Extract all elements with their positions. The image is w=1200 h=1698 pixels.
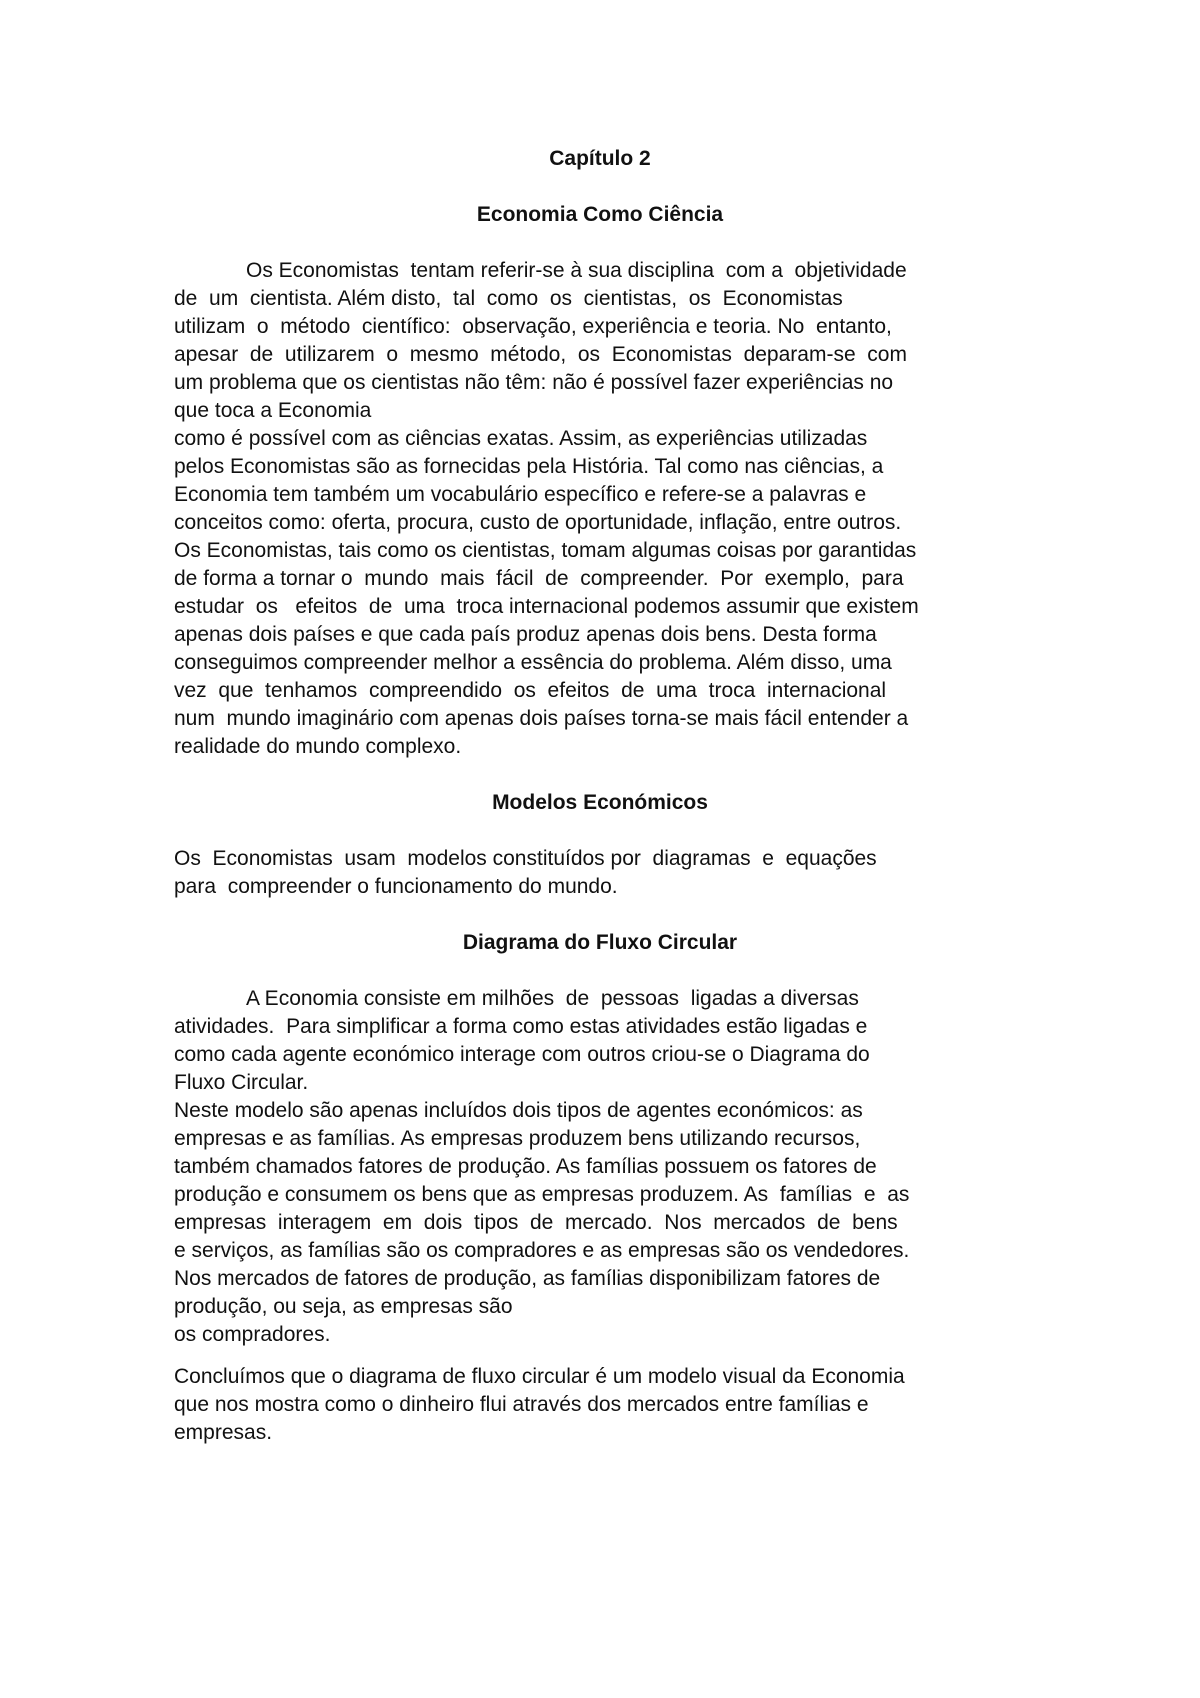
paragraph-line: para compreender o funcionamento do mundo. <box>174 875 618 898</box>
paragraph-line: estudar os efeitos de uma troca internacional podemos assumir que existem <box>174 595 919 618</box>
paragraph-line: que toca a Economia <box>174 399 372 422</box>
section-title-diagrama-fluxo-circular: Diagrama do Fluxo Circular <box>462 931 738 954</box>
paragraph-line: que nos mostra como o dinheiro flui através dos mercados entre famílias e <box>174 1393 869 1416</box>
paragraph-line: um problema que os cientistas não têm: não é possível fazer experiências no <box>174 371 894 394</box>
chapter-title: Capítulo 2 <box>549 147 651 170</box>
paragraph-line: de forma a tornar o mundo mais fácil de compreender. Por exemplo, para <box>174 567 904 590</box>
paragraph-line: os compradores. <box>174 1323 331 1346</box>
paragraph-line: Concluímos que o diagrama de fluxo circular é um modelo visual da Economia <box>174 1365 905 1388</box>
paragraph-line: produção e consumem os bens que as empresas produzem. As famílias e as <box>174 1183 910 1206</box>
paragraph-line: conceitos como: oferta, procura, custo de oportunidade, inflação, entre outros. <box>174 511 902 534</box>
paragraph-line: Neste modelo são apenas incluídos dois tipos de agentes económicos: as <box>174 1099 863 1122</box>
paragraph-line: apenas dois países e que cada país produz apenas dois bens. Desta forma <box>174 623 877 646</box>
paragraph-line: A Economia consiste em milhões de pessoas ligadas a diversas <box>246 987 859 1010</box>
paragraph-line: Os Economistas, tais como os cientistas, tomam algumas coisas por garantidas <box>174 539 917 562</box>
paragraph-line: Economia tem também um vocabulário específico e refere-se a palavras e <box>174 483 867 506</box>
paragraph-line: realidade do mundo complexo. <box>174 735 462 758</box>
paragraph-line: atividades. Para simplificar a forma como estas atividades estão ligadas e <box>174 1015 868 1038</box>
paragraph-line: pelos Economistas são as fornecidas pela História. Tal como nas ciências, a <box>174 455 884 478</box>
section-title-modelos-economicos: Modelos Económicos <box>492 791 708 814</box>
paragraph-line: e serviços, as famílias são os compradores e as empresas são os vendedores. <box>174 1239 910 1262</box>
paragraph-line: vez que tenhamos compreendido os efeitos de uma troca internacional <box>174 679 887 702</box>
section-title-economia-como-ciencia: Economia Como Ciência <box>476 203 724 226</box>
paragraph-line: de um cientista. Além disto, tal como os cientistas, os Economistas <box>174 287 843 310</box>
paragraph-line: como é possível com as ciências exatas. Assim, as experiências utilizadas <box>174 427 868 450</box>
paragraph-line: Os Economistas tentam referir-se à sua disciplina com a objetividade <box>246 259 907 282</box>
paragraph-line: conseguimos compreender melhor a essência do problema. Além disso, uma <box>174 651 892 674</box>
paragraph-line: empresas interagem em dois tipos de mercado. Nos mercados de bens <box>174 1211 898 1234</box>
paragraph-line: também chamados fatores de produção. As famílias possuem os fatores de <box>174 1155 877 1178</box>
paragraph-line: como cada agente económico interage com outros criou-se o Diagrama do <box>174 1043 870 1066</box>
paragraph-line: num mundo imaginário com apenas dois países torna-se mais fácil entender a <box>174 707 909 730</box>
paragraph-line: Os Economistas usam modelos constituídos por diagramas e equações <box>174 847 877 870</box>
paragraph-line: Fluxo Circular. <box>174 1071 309 1094</box>
paragraph-line: Nos mercados de fatores de produção, as famílias disponibilizam fatores de <box>174 1267 881 1290</box>
paragraph-line: empresas. <box>174 1421 273 1444</box>
paragraph-line: utilizam o método científico: observação, experiência e teoria. No entanto, <box>174 315 892 338</box>
paragraph-line: empresas e as famílias. As empresas produzem bens utilizando recursos, <box>174 1127 861 1150</box>
paragraph-line: produção, ou seja, as empresas são <box>174 1295 513 1318</box>
paragraph-line: apesar de utilizarem o mesmo método, os Economistas deparam-se com <box>174 343 907 366</box>
